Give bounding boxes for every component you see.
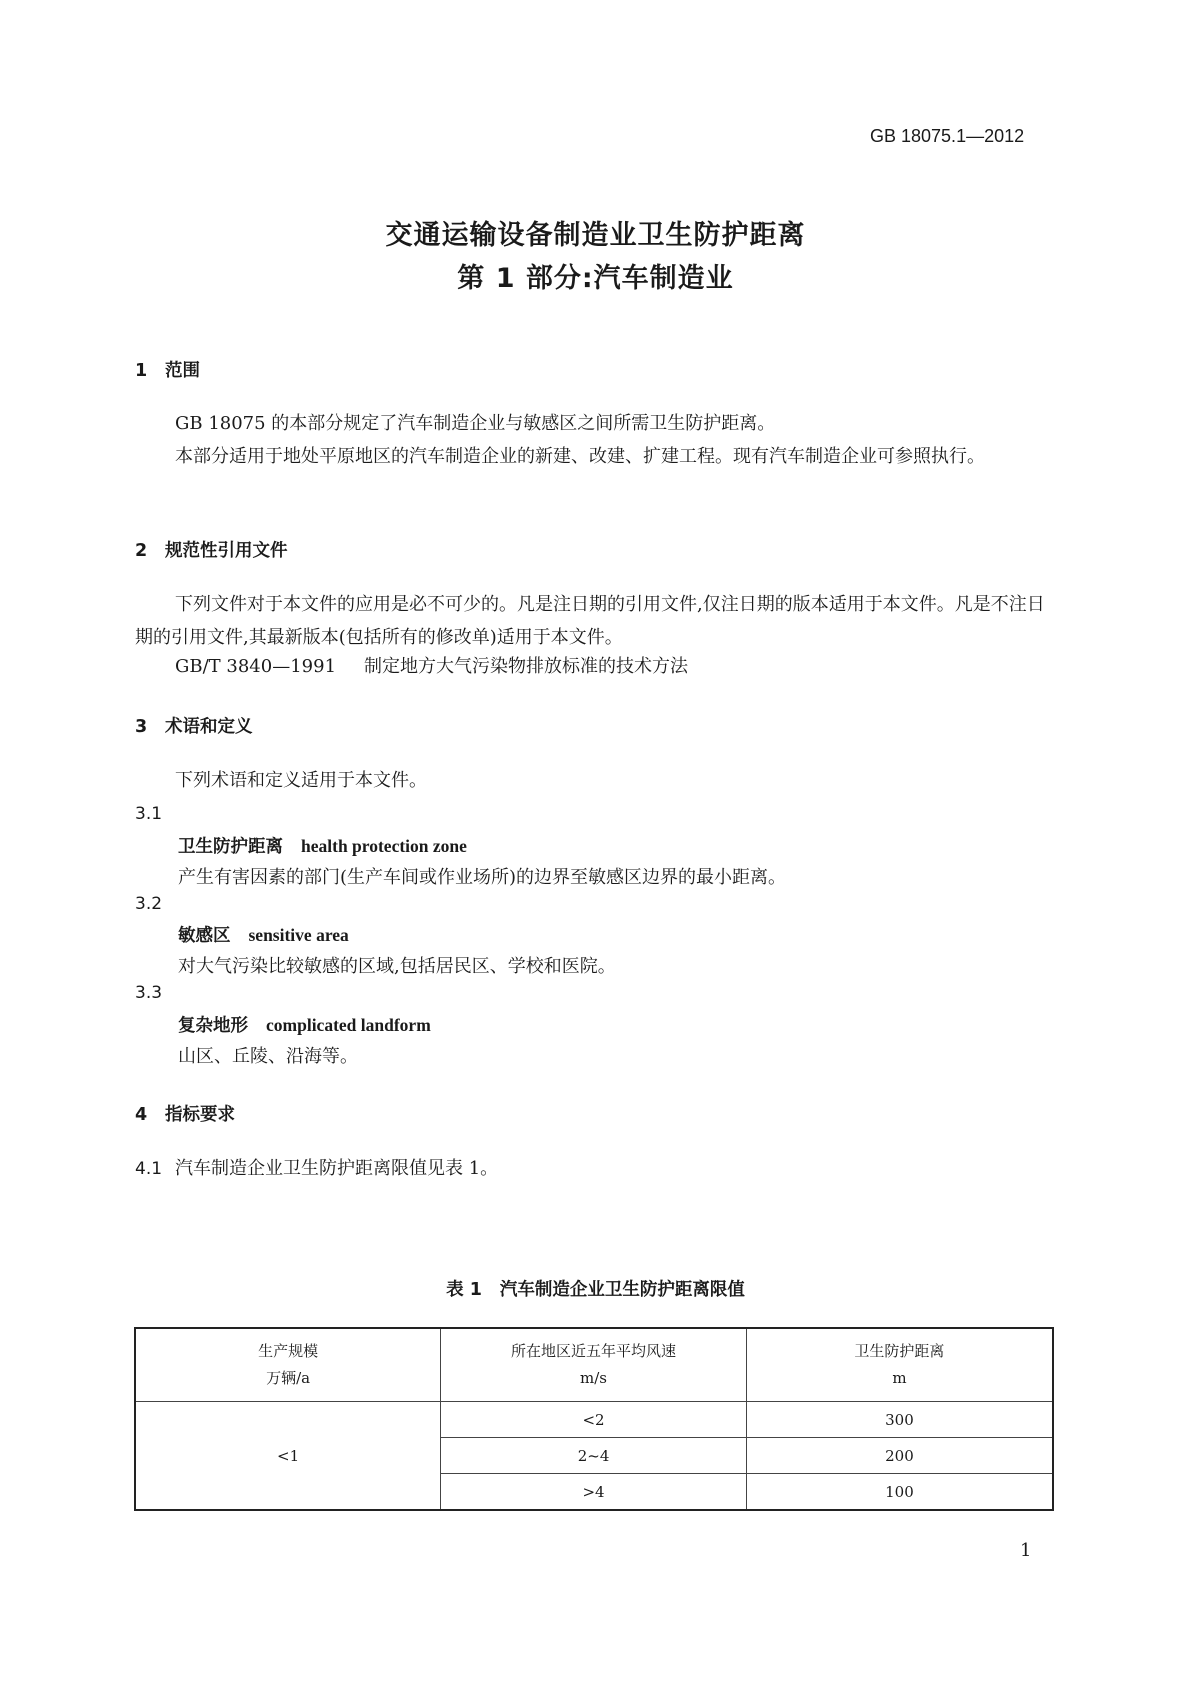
table-header-row [135, 1328, 1053, 1402]
term-name-en: health protection zone [301, 836, 467, 856]
term-name-zh: 敏感区 [178, 926, 231, 946]
doc-title-line1: 交通运输设备制造业卫生防护距离 [385, 220, 806, 251]
term-number: 3.1 [135, 804, 163, 824]
term-definition: 产生有害因素的部门(生产车间或作业场所)的边界至敏感区边界的最小距离。 [178, 867, 787, 888]
table-header-cell [746, 1328, 1053, 1402]
table-header-cell [441, 1328, 747, 1402]
section-number: 2 [135, 541, 148, 561]
section-1-heading [135, 357, 200, 382]
clause-text: 汽车制造企业卫生防护距离限值见表 1。 [175, 1158, 499, 1179]
section-title: 指标要求 [165, 1105, 235, 1125]
header-name: 生产规模 [258, 1342, 319, 1360]
section-4-heading [135, 1101, 235, 1126]
wind-speed-cell: <2 [441, 1402, 747, 1438]
term-name-zh: 卫生防护距离 [178, 837, 283, 857]
protection-distance-table [134, 1327, 1054, 1511]
table-header-cell [135, 1328, 441, 1402]
term-definition: 对大气污染比较敏感的区域,包括居民区、学校和医院。 [178, 956, 616, 977]
table-caption [0, 1276, 1191, 1301]
section-1-para-2: 本部分适用于地处平原地区的汽车制造企业的新建、改建、扩建工程。现有汽车制造企业可参照执行。 [175, 446, 985, 467]
term-name-en: complicated landform [266, 1015, 431, 1035]
term-heading [178, 922, 349, 947]
standard-code: GB 18075.1—2012 [870, 126, 1025, 146]
table-caption-label: 表 1 [446, 1280, 482, 1300]
wind-speed-cell: 2~4 [441, 1438, 747, 1474]
distance-cell: 100 [746, 1474, 1053, 1511]
doc-title-line2: 第 1 部分:汽车制造业 [457, 263, 734, 294]
clause-4-1 [135, 1152, 1055, 1186]
section-number: 3 [135, 717, 148, 737]
clause-number: 4.1 [135, 1159, 163, 1179]
header-unit: 万辆/a [266, 1369, 311, 1387]
term-heading [178, 833, 467, 858]
header-unit: m/s [580, 1369, 608, 1387]
normative-reference [175, 650, 1095, 683]
scale-cell: <1 [135, 1402, 441, 1511]
term-number: 3.3 [135, 983, 163, 1003]
section-number: 4 [135, 1105, 148, 1125]
term-name-zh: 复杂地形 [178, 1016, 248, 1036]
term-heading [178, 1012, 431, 1037]
section-2-para-1: 下列文件对于本文件的应用是必不可少的。凡是注日期的引用文件,仅注日期的版本适用于本文件。凡是不注日期的引用文件,其最新版本(包括所有的修改单)适用于本文件。 [135, 594, 1045, 648]
header-unit: m [892, 1369, 907, 1387]
section-3-para-1: 下列术语和定义适用于本文件。 [175, 770, 427, 791]
section-2-heading [135, 537, 288, 562]
wind-speed-cell: >4 [441, 1474, 747, 1511]
reference-title: 制定地方大气污染物排放标准的技术方法 [364, 656, 689, 677]
header-name: 卫生防护距离 [854, 1342, 945, 1360]
section-number: 1 [135, 361, 148, 381]
section-title: 范围 [165, 361, 200, 381]
page-number: 1 [1020, 1540, 1032, 1561]
term-name-en: sensitive area [248, 925, 349, 945]
section-1-para-1: GB 18075 的本部分规定了汽车制造企业与敏感区之间所需卫生防护距离。 [175, 413, 776, 434]
section-title: 规范性引用文件 [165, 541, 288, 561]
table-row [135, 1402, 1053, 1438]
term-definition: 山区、丘陵、沿海等。 [178, 1046, 358, 1067]
reference-code: GB/T 3840—1991 [175, 656, 337, 677]
distance-cell: 200 [746, 1438, 1053, 1474]
section-title: 术语和定义 [165, 717, 253, 737]
distance-cell: 300 [746, 1402, 1053, 1438]
section-3-heading [135, 713, 253, 738]
term-number: 3.2 [135, 894, 163, 914]
table-caption-title: 汽车制造企业卫生防护距离限值 [499, 1280, 745, 1300]
header-name: 所在地区近五年平均风速 [511, 1342, 677, 1360]
